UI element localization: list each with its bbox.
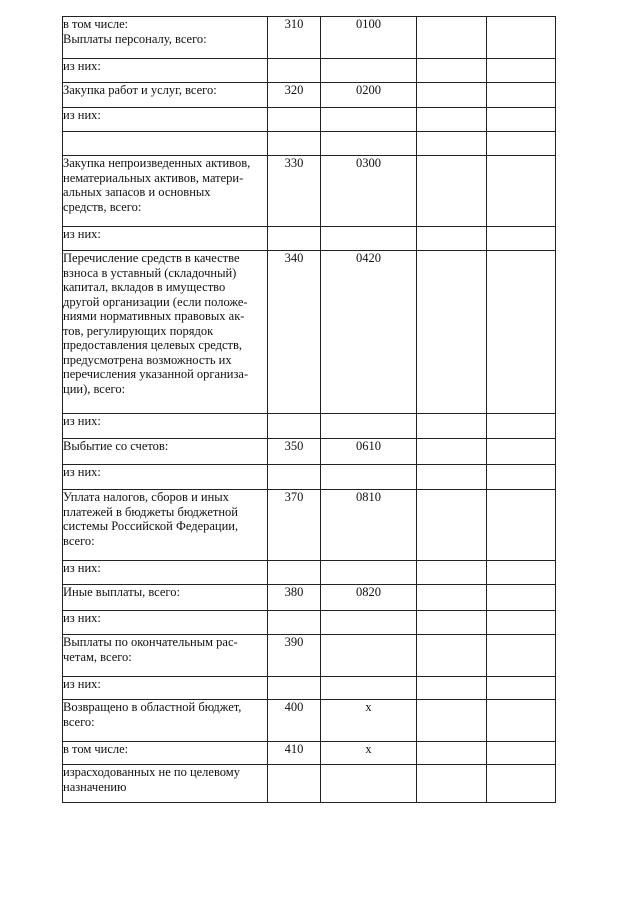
row-amount-cell bbox=[487, 585, 556, 611]
row-amount-cell bbox=[417, 585, 487, 611]
table-row bbox=[63, 227, 556, 251]
row-amount-cell bbox=[487, 132, 556, 156]
row-kosgu-code-cell bbox=[321, 59, 417, 83]
row-line-code-cell bbox=[268, 83, 321, 108]
row-amount-cell bbox=[487, 611, 556, 635]
row-line-code-text: 370 bbox=[284, 490, 304, 504]
row-line-code-cell bbox=[268, 156, 321, 227]
row-name-cell bbox=[63, 585, 268, 611]
row-name-text: Иные выплаты, всего: bbox=[63, 585, 180, 599]
row-name-text: Выплаты по окончательным рас- четам, всего: bbox=[63, 635, 238, 664]
row-amount-cell bbox=[417, 742, 487, 765]
row-amount-cell bbox=[487, 465, 556, 490]
row-line-code-text: 340 bbox=[284, 251, 304, 265]
row-amount-cell bbox=[417, 59, 487, 83]
table-row bbox=[63, 108, 556, 132]
table-row bbox=[63, 635, 556, 677]
row-amount-cell bbox=[417, 414, 487, 439]
row-name-text: из них: bbox=[63, 108, 101, 122]
row-kosgu-code-cell bbox=[321, 700, 417, 742]
row-line-code-cell bbox=[268, 17, 321, 59]
row-name-cell bbox=[63, 251, 268, 414]
row-name-cell bbox=[63, 156, 268, 227]
row-kosgu-code-cell bbox=[321, 465, 417, 490]
table-row bbox=[63, 132, 556, 156]
row-name-text: из них: bbox=[63, 561, 101, 575]
row-amount-cell bbox=[487, 108, 556, 132]
table-row bbox=[63, 611, 556, 635]
table-row bbox=[63, 465, 556, 490]
row-name-cell bbox=[63, 742, 268, 765]
row-amount-cell bbox=[417, 490, 487, 561]
row-name-cell bbox=[63, 765, 268, 803]
row-amount-cell bbox=[417, 561, 487, 585]
report-table bbox=[62, 16, 556, 803]
row-kosgu-code-text: 0420 bbox=[356, 251, 381, 265]
row-line-code-cell bbox=[268, 227, 321, 251]
table-row bbox=[63, 251, 556, 414]
row-kosgu-code-cell bbox=[321, 635, 417, 677]
row-amount-cell bbox=[487, 635, 556, 677]
table-row bbox=[63, 490, 556, 561]
row-line-code-cell bbox=[268, 561, 321, 585]
row-kosgu-code-cell bbox=[321, 156, 417, 227]
row-kosgu-code-text: x bbox=[365, 742, 372, 756]
row-line-code-text: 380 bbox=[284, 585, 304, 599]
row-name-text: в том числе: bbox=[63, 742, 129, 756]
row-line-code-cell bbox=[268, 439, 321, 465]
table-row bbox=[63, 677, 556, 700]
row-amount-cell bbox=[417, 635, 487, 677]
row-amount-cell bbox=[417, 83, 487, 108]
row-amount-cell bbox=[417, 17, 487, 59]
row-line-code-text: 410 bbox=[284, 742, 304, 756]
table-row bbox=[63, 59, 556, 83]
row-line-code-cell bbox=[268, 132, 321, 156]
row-line-code-cell bbox=[268, 465, 321, 490]
row-amount-cell bbox=[417, 765, 487, 803]
row-kosgu-code-cell bbox=[321, 585, 417, 611]
row-amount-cell bbox=[487, 490, 556, 561]
row-kosgu-code-cell bbox=[321, 83, 417, 108]
table-row bbox=[63, 17, 556, 59]
row-kosgu-code-text: 0100 bbox=[356, 17, 381, 31]
row-kosgu-code-cell bbox=[321, 251, 417, 414]
row-name-text: из них: bbox=[63, 227, 101, 241]
row-amount-cell bbox=[417, 700, 487, 742]
row-line-code-text: 350 bbox=[284, 439, 304, 453]
row-kosgu-code-cell bbox=[321, 17, 417, 59]
row-name-text: из них: bbox=[63, 611, 101, 625]
row-line-code-cell bbox=[268, 490, 321, 561]
row-line-code-cell bbox=[268, 765, 321, 803]
row-name-cell bbox=[63, 635, 268, 677]
row-kosgu-code-cell bbox=[321, 611, 417, 635]
row-amount-cell bbox=[487, 83, 556, 108]
row-name-text: Закупка непроизведенных активов, нематериальных активов, матери- альных запасов и основных средств, всего: bbox=[63, 156, 251, 214]
row-amount-cell bbox=[487, 251, 556, 414]
row-name-cell bbox=[63, 83, 268, 108]
row-amount-cell bbox=[417, 227, 487, 251]
row-kosgu-code-text: 0810 bbox=[356, 490, 381, 504]
row-kosgu-code-cell bbox=[321, 414, 417, 439]
row-amount-cell bbox=[417, 251, 487, 414]
row-amount-cell bbox=[417, 677, 487, 700]
row-kosgu-code-cell bbox=[321, 490, 417, 561]
row-name-cell bbox=[63, 490, 268, 561]
row-line-code-cell bbox=[268, 251, 321, 414]
row-name-text: в том числе: Выплаты персоналу, всего: bbox=[63, 17, 207, 46]
table-row bbox=[63, 561, 556, 585]
row-kosgu-code-text: 0300 bbox=[356, 156, 381, 170]
row-name-text: из них: bbox=[63, 414, 101, 428]
row-name-cell bbox=[63, 414, 268, 439]
table-row bbox=[63, 765, 556, 803]
row-name-text: Закупка работ и услуг, всего: bbox=[63, 83, 217, 97]
row-kosgu-code-text: 0610 bbox=[356, 439, 381, 453]
row-name-cell bbox=[63, 17, 268, 59]
row-line-code-text: 320 bbox=[284, 83, 304, 97]
row-name-cell bbox=[63, 700, 268, 742]
row-name-text: Перечисление средств в качестве взноса в уставный (складочный) капитал, вкладов в имущество другой организации (если положе- ниями нормативных правовых ак- тов, регулирующих порядок предоставления целевых средств, предусмотрена возможность их перечисления указанной организа- ции), всего: bbox=[63, 251, 249, 396]
row-kosgu-code-cell bbox=[321, 561, 417, 585]
row-name-cell bbox=[63, 227, 268, 251]
row-name-cell bbox=[63, 465, 268, 490]
row-kosgu-code-cell bbox=[321, 108, 417, 132]
row-amount-cell bbox=[417, 108, 487, 132]
row-amount-cell bbox=[487, 156, 556, 227]
row-amount-cell bbox=[417, 611, 487, 635]
row-line-code-cell bbox=[268, 585, 321, 611]
row-line-code-cell bbox=[268, 635, 321, 677]
row-kosgu-code-cell bbox=[321, 677, 417, 700]
row-kosgu-code-text: 0820 bbox=[356, 585, 381, 599]
report-table-body bbox=[63, 17, 556, 803]
row-amount-cell bbox=[417, 465, 487, 490]
row-line-code-cell bbox=[268, 677, 321, 700]
row-amount-cell bbox=[417, 156, 487, 227]
row-kosgu-code-cell bbox=[321, 439, 417, 465]
row-amount-cell bbox=[487, 561, 556, 585]
row-kosgu-code-cell bbox=[321, 765, 417, 803]
row-line-code-cell bbox=[268, 742, 321, 765]
row-line-code-cell bbox=[268, 414, 321, 439]
row-amount-cell bbox=[487, 742, 556, 765]
row-line-code-text: 400 bbox=[284, 700, 304, 714]
row-name-text: израсходованных не по целевому назначению bbox=[63, 765, 240, 794]
table-row bbox=[63, 585, 556, 611]
row-amount-cell bbox=[487, 677, 556, 700]
row-amount-cell bbox=[487, 414, 556, 439]
table-row bbox=[63, 156, 556, 227]
row-name-cell bbox=[63, 677, 268, 700]
row-name-text: Возвращено в областной бюджет, всего: bbox=[63, 700, 242, 729]
table-row bbox=[63, 742, 556, 765]
table-row bbox=[63, 414, 556, 439]
row-amount-cell bbox=[487, 227, 556, 251]
row-amount-cell bbox=[487, 765, 556, 803]
row-name-text: из них: bbox=[63, 59, 101, 73]
row-line-code-cell bbox=[268, 700, 321, 742]
row-line-code-text: 330 bbox=[284, 156, 304, 170]
row-kosgu-code-cell bbox=[321, 227, 417, 251]
row-amount-cell bbox=[417, 439, 487, 465]
row-line-code-text: 390 bbox=[284, 635, 304, 649]
row-amount-cell bbox=[487, 17, 556, 59]
table-row bbox=[63, 83, 556, 108]
row-name-cell bbox=[63, 611, 268, 635]
row-name-cell bbox=[63, 108, 268, 132]
row-kosgu-code-cell bbox=[321, 742, 417, 765]
row-kosgu-code-text: x bbox=[365, 700, 372, 714]
row-name-text: из них: bbox=[63, 677, 101, 691]
row-line-code-text: 310 bbox=[284, 17, 304, 31]
row-kosgu-code-text: 0200 bbox=[356, 83, 381, 97]
row-amount-cell bbox=[487, 439, 556, 465]
row-name-cell bbox=[63, 439, 268, 465]
table-row bbox=[63, 439, 556, 465]
row-amount-cell bbox=[417, 132, 487, 156]
row-line-code-cell bbox=[268, 611, 321, 635]
row-name-cell bbox=[63, 132, 268, 156]
row-name-cell bbox=[63, 59, 268, 83]
row-amount-cell bbox=[487, 700, 556, 742]
row-amount-cell bbox=[487, 59, 556, 83]
row-line-code-cell bbox=[268, 59, 321, 83]
row-name-text: из них: bbox=[63, 465, 101, 479]
table-row bbox=[63, 700, 556, 742]
row-name-text: Выбытие со счетов: bbox=[63, 439, 169, 453]
row-name-text: Уплата налогов, сборов и иных платежей в бюджеты бюджетной системы Российской Федерации, всего: bbox=[63, 490, 239, 548]
row-line-code-cell bbox=[268, 108, 321, 132]
row-kosgu-code-cell bbox=[321, 132, 417, 156]
row-name-cell bbox=[63, 561, 268, 585]
